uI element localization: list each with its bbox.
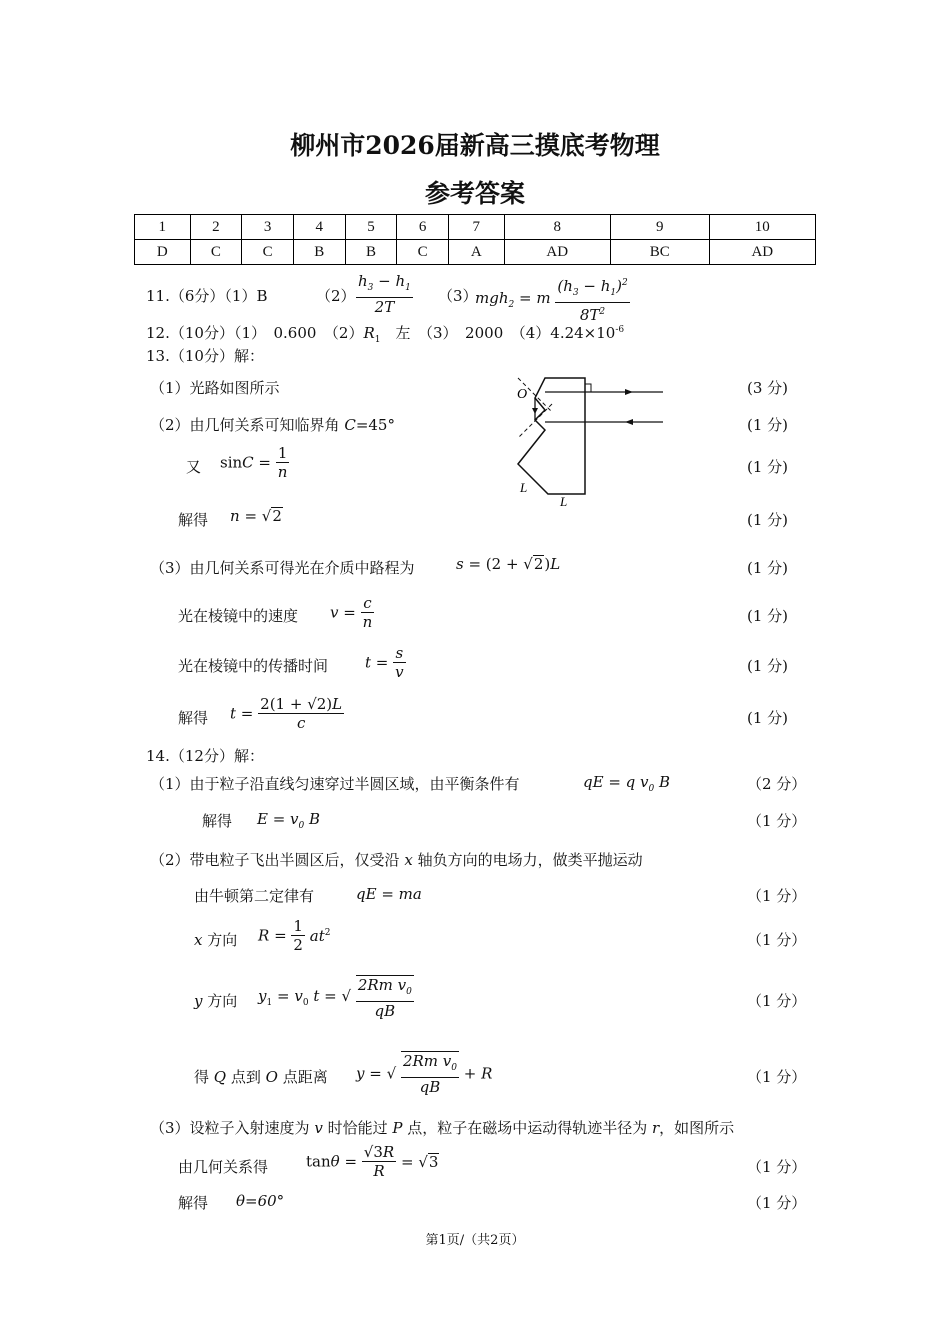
q14-formula5: R = $\frac{1}{2}$ $at^2$ [258,917,331,954]
arrow-top [625,389,633,395]
q14-line7-o: O [265,1068,278,1086]
q12-exp: -6 [615,325,625,335]
table-cell: 9 [610,215,709,240]
answer-table-numbers [135,215,816,240]
page-footer: 第1页/（共2页） [425,1233,525,1248]
arrow-bottom [625,419,633,425]
q14-line3-b: 轴负方向的电场力，做类平抛运动 [412,851,643,869]
q13-formula5: s = (2 + √2)L [456,555,561,573]
table-cell: 3 [242,215,294,240]
q13-score7: (1 分) [747,657,789,675]
q14-line4: 由牛顿第二定律有 [194,887,315,905]
q14-line6-y: y [194,992,203,1010]
q13-score2: (1 分) [747,416,789,434]
table-cell: 6 [397,215,449,240]
answer-table [134,214,816,265]
q11-part3: （3） [438,287,478,305]
q13-line4: 解得 [178,511,209,529]
prism-figure [500,368,680,513]
q14-line10: 解得 [178,1194,209,1212]
q12-rest: 左 （3） 2000 （4）4.24×10 [380,324,616,342]
page-subtitle: 参考答案 [424,179,525,208]
q14-line8-b: 时恰能过 [322,1119,393,1137]
q13-formula7: t = $\frac{s}{v}$ [365,644,404,681]
q14-line8-r: r [652,1119,660,1137]
q13-score3: (1 分) [747,458,789,476]
arrow-vertical [532,408,538,414]
q13-formula4: n = √2 [230,507,282,525]
table-cell: B [293,240,345,265]
page-title: 柳州市2026届新高三摸底考物理 [290,131,660,160]
q14-line1: （1）由于粒子沿直线匀速穿过半圆区域，由平衡条件有 [150,775,520,793]
q13-score8: (1 分) [747,709,789,727]
q13-formula6: v = $\frac{c}{n}$ [330,594,373,631]
table-cell: 7 [449,215,505,240]
q14-line7-c: 点距离 [277,1068,328,1086]
q14-head: 14.（12分）解： [146,747,264,765]
q14-formula2: $E = v_0$ B [257,810,321,831]
q14-line8 [150,1117,734,1138]
table-cell: 1 [135,215,191,240]
table-cell: B [345,240,397,265]
q14-formula6: $y_1 = v_0$ t = √ $\frac{2Rm v_0}{qB}$ [258,976,412,1020]
label-l-1: L [520,480,528,495]
q14-line3 [150,849,643,870]
q13-line7: 光在棱镜中的传播时间 [178,657,329,675]
q14-line8-a: （3）设粒子入射速度为 [150,1119,315,1137]
table-cell: 2 [190,215,242,240]
q13-score4: (1 分) [747,511,789,529]
table-cell: BC [610,240,709,265]
q14-line6-text: 方向 [202,992,238,1010]
table-cell: A [449,240,505,265]
q14-line5 [194,929,237,950]
label-o: O [517,387,528,402]
q14-formula7: y = √ $\frac{2Rm v_0}{qB}$ + R [356,1052,493,1096]
q13-formula8: t = $\frac{2(1 + √2)L}{c}$ [230,695,343,732]
table-cell: AD [504,240,610,265]
q14-line5-x: x [194,931,203,949]
q13-score5: (1 分) [747,559,789,577]
q14-line7 [194,1066,328,1087]
table-cell: 4 [293,215,345,240]
q14-line2: 解得 [202,812,233,830]
table-cell: 8 [504,215,610,240]
q13-line2-val: =45° [355,416,395,434]
q14-line3-x: x [404,851,413,869]
q14-formula1: qE = q $v_0$ B [583,773,671,794]
q14-line7-b: 点到 [226,1068,266,1086]
q11-part2: （2） [316,287,356,305]
answer-table-answers [135,240,816,265]
q14-score6: （1 分） [747,992,807,1010]
q13-line5: （3）由几何关系可得光在介质中路程为 [150,559,415,577]
q14-score1: （2 分） [747,775,807,793]
table-cell: AD [709,240,815,265]
table-cell: C [397,240,449,265]
q14-score4: （1 分） [747,887,807,905]
q14-formula9: tanθ = $\frac{√3R}{R}$ = √3 [306,1143,439,1180]
q13-formula3: sinC = $\frac{1}{n}$ [220,444,288,481]
q14-line7-q: Q [213,1068,227,1086]
q14-line8-v: v [314,1119,323,1137]
table-cell: 10 [709,215,815,240]
q12-line [146,322,624,345]
q14-score2: （1 分） [747,812,807,830]
q11-formula3: mgh$_2$ = m $\frac{(h_3 - h_1)^2}{8T^2}$ [475,274,630,324]
prism-outline [518,378,585,494]
q13-line2 [150,414,395,435]
q13-score6: (1 分) [747,607,789,625]
q14-score10: （1 分） [747,1194,807,1212]
q14-formula10: θ=60° [236,1192,285,1210]
table-cell: 5 [345,215,397,240]
q14-line3-a: （2）带电粒子飞出半圆区后，仅受沿 [150,851,405,869]
q12-rsub: 1 [374,335,381,345]
q12-r: R [363,324,375,342]
q14-line8-p: P [392,1119,403,1137]
q13-score1: (3 分) [747,379,789,397]
q13-line6: 光在棱镜中的速度 [178,607,299,625]
table-cell: C [242,240,294,265]
q14-line8-c: 点，粒子在磁场中运动得轨迹半径为 [402,1119,652,1137]
table-cell: D [135,240,191,265]
q14-score5: （1 分） [747,931,807,949]
q13-line2-text: （2）由几何关系可知临界角 [150,416,345,434]
q14-score9: （1 分） [747,1158,807,1176]
q12-text: 12.（10分）（1） 0.600 （2） [146,324,364,342]
q13-line2-c: C [344,416,356,434]
q14-line7-a: 得 [194,1068,214,1086]
table-cell: C [190,240,242,265]
right-angle-mark [585,384,591,392]
q13-head: 13.（10分）解： [146,347,264,365]
q14-line5-text: 方向 [202,931,238,949]
q14-score7: （1 分） [747,1068,807,1086]
q11-head: 11.（6分）（1）B [146,287,268,305]
label-l-2: L [560,494,568,509]
q13-line1: （1）光路如图所示 [150,379,280,397]
q13-line8: 解得 [178,709,209,727]
q14-line6 [194,990,237,1011]
q11-formula2: $\frac{h_3 - h_1}{2T}$ [358,272,411,316]
q14-line9: 由几何关系得 [178,1158,269,1176]
q13-line3: 又 [186,458,202,476]
q14-line8-d: ，如图所示 [659,1119,735,1137]
q14-formula4: qE = ma [356,885,422,903]
